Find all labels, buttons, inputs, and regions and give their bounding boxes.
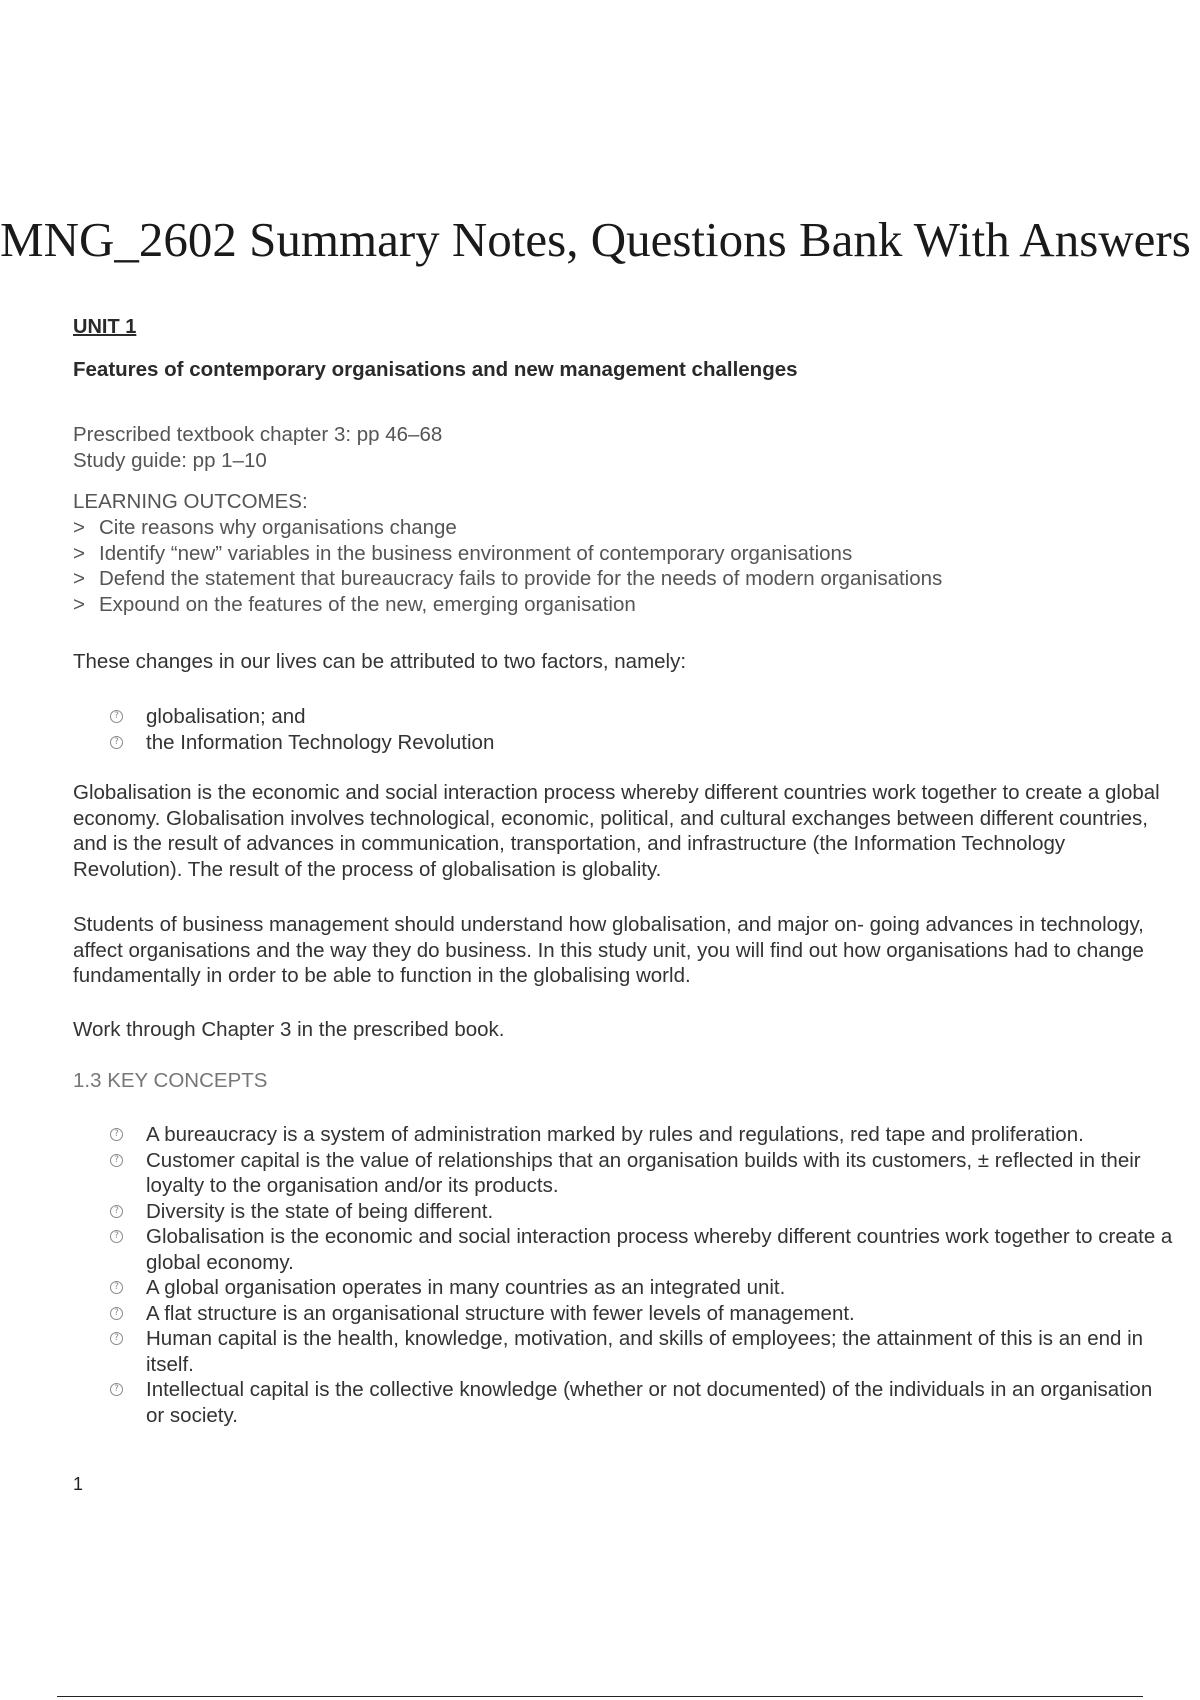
list-item: ? Diversity is the state of being different. [110,1199,1175,1225]
bullet-icon: ? [110,1128,123,1141]
list-item: ? globalisation; and [110,704,1175,730]
bullet-icon: ? [110,1154,123,1167]
list-item: ? the Information Technology Revolution [110,730,1175,756]
bullet-icon: ? [110,710,123,723]
learning-outcomes-title: LEARNING OUTCOMES: [73,490,308,513]
textbook-reference: Prescribed textbook chapter 3: pp 46–68 [73,423,443,446]
list-item: ? Human capital is the health, knowledge, motivation, and skills of employees; the attainment of this is an end in itself. [110,1326,1175,1377]
learning-outcome-item: > Cite reasons why organisations change [73,516,457,539]
factors-list [110,704,1175,755]
list-item: ? Customer capital is the value of relationships that an organisation builds with its customers, ± reflected in their loyalty to the organisation and/or its products. [110,1148,1175,1199]
bullet-icon: ? [110,1281,123,1294]
key-concepts-list [110,1122,1175,1428]
globalisation-paragraph: Globalisation is the economic and social interaction process whereby different countries work together to create a global economy. Globalisation involves technological, economic, political, and cultural exchanges between different countries, and is the result of advances in communication, transportation, and infrastructure (the Information Technology Revolution). The result of the process of globalisation is globality. [73,781,1160,881]
intro-paragraph: These changes in our lives can be attributed to two factors, namely: [73,650,687,673]
learning-outcome-item: > Identify “new” variables in the business environment of contemporary organisations [73,541,853,565]
learning-outcomes-list [73,515,942,617]
list-item: ? A bureaucracy is a system of administration marked by rules and regulations, red tape and proliferation. [110,1122,1175,1148]
list-item: ? A flat structure is an organisational structure with fewer levels of management. [110,1301,1175,1327]
bullet-icon: ? [110,1230,123,1243]
list-item: ? Globalisation is the economic and social interaction process whereby different countries work together to create a global economy. [110,1224,1175,1275]
list-item: ? Intellectual capital is the collective knowledge (whether or not documented) of the individuals in an organisation or society. [110,1377,1175,1428]
chevron-right-icon: > [73,516,85,539]
bullet-icon: ? [110,1205,123,1218]
learning-outcome-item: > Defend the statement that bureaucracy fails to provide for the needs of modern organisations [73,567,943,590]
list-item: ? A global organisation operates in many countries as an integrated unit. [110,1275,1175,1301]
bullet-icon: ? [110,736,123,749]
references-block [73,422,442,474]
key-concepts-heading: 1.3 KEY CONCEPTS [73,1069,268,1092]
bullet-icon: ? [110,1332,123,1345]
study-guide-reference: Study guide: pp 1–10 [73,449,267,472]
work-through-paragraph: Work through Chapter 3 in the prescribed book. [73,1018,505,1041]
page-number: 1 [73,1474,84,1494]
bullet-icon: ? [110,1383,123,1396]
bullet-icon: ? [110,1307,123,1320]
chevron-right-icon: > [73,541,85,565]
learning-outcome-item: > Expound on the features of the new, emerging organisation [73,592,636,616]
chevron-right-icon: > [73,567,85,590]
footer-divider [57,1696,1143,1697]
chevron-right-icon: > [73,592,85,616]
document-title: MNG_2602 Summary Notes, Questions Bank With Answers [0,212,1191,267]
unit-subtitle: Features of contemporary organisations and new management challenges [73,358,798,381]
learning-outcomes [73,489,942,617]
students-paragraph: Students of business management should understand how globalisation, and major on- going advances in technology, affect organisations and the way they do business. In this study unit, you will find out how organisations had to change fundamentally in order to be able to function in the globalising world. [73,913,1144,987]
unit-heading: UNIT 1 [73,316,137,338]
